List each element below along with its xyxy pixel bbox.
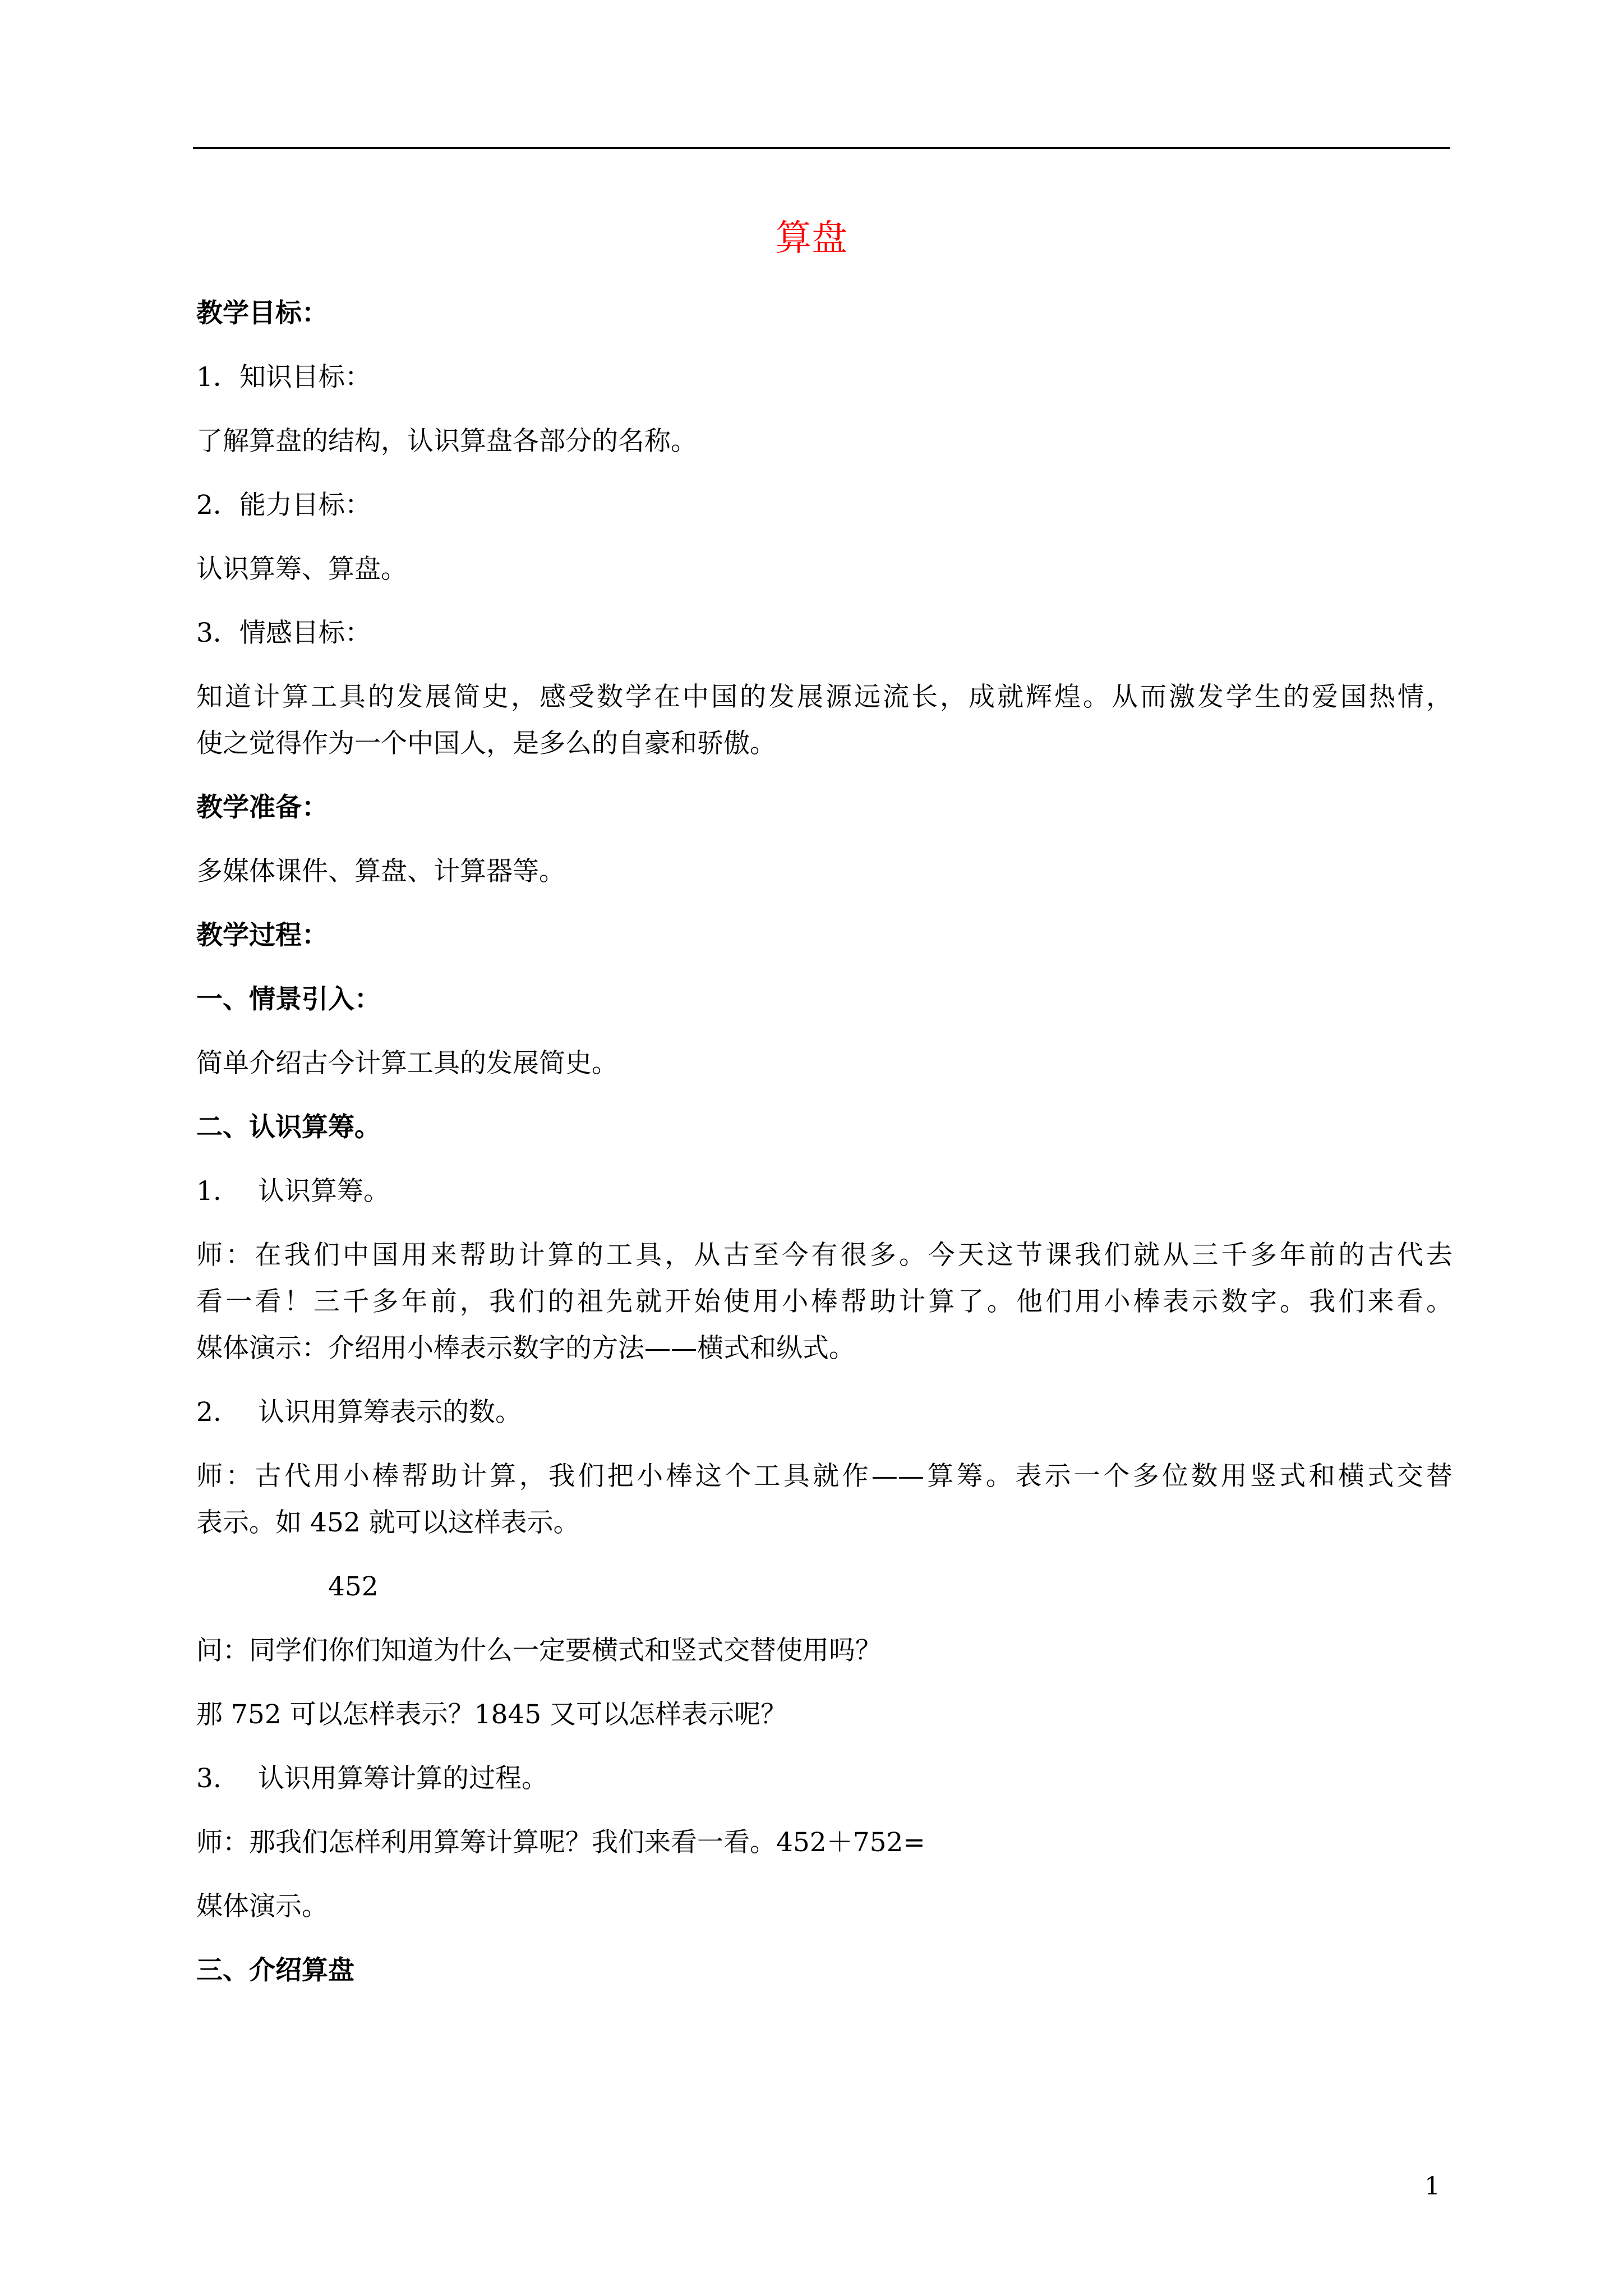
teacher-2-line-1: 师：古代用小棒帮助计算，我们把小棒这个工具就作——算筹。表示一个多位数用竖式和横式交替 xyxy=(196,1461,1453,1492)
preparation-text: 多媒体课件、算盘、计算器等。 xyxy=(196,856,565,887)
teacher-1-line-1: 师：在我们中国用来帮助计算的工具，从古至今有很多。今天这节课我们就从三千多年前的古代去 xyxy=(196,1240,1453,1271)
item-2-number: 2. xyxy=(196,1397,222,1428)
counting-rods-number: 452 xyxy=(328,1571,379,1602)
media-demo-2: 媒体演示。 xyxy=(196,1891,328,1922)
item-2-text: 认识用算筹表示的数。 xyxy=(258,1397,522,1428)
objective-3-label: 3．情感目标： xyxy=(196,618,371,648)
item-1-text: 认识算筹。 xyxy=(258,1176,390,1207)
question-2: 那 752 可以怎样表示？1845 又可以怎样表示呢？ xyxy=(196,1699,787,1730)
objective-3-text-line-1: 知道计算工具的发展简史，感受数学在中国的发展源远流长，成就辉煌。从而激发学生的爱国热情， xyxy=(196,682,1453,712)
page-number: 1 xyxy=(1424,2172,1440,2201)
objective-1-label: 1．知识目标： xyxy=(196,362,371,393)
part-1-heading: 一、情景引入： xyxy=(196,984,381,1015)
item-3 xyxy=(196,1760,1453,1797)
preparation-heading: 教学准备： xyxy=(196,792,328,823)
process-heading: 教学过程： xyxy=(196,920,328,951)
item-2 xyxy=(196,1393,1453,1431)
item-3-number: 3. xyxy=(196,1763,222,1794)
item-1 xyxy=(196,1172,1453,1210)
objective-2-text: 认识算筹、算盘。 xyxy=(196,554,407,585)
part-3-heading: 三、介绍算盘 xyxy=(196,1955,354,1986)
teacher-3: 师：那我们怎样利用算筹计算呢？我们来看一看。452＋752= xyxy=(196,1827,925,1858)
objective-2-label: 2．能力目标： xyxy=(196,490,371,521)
page-title: 算盘 xyxy=(776,218,847,259)
item-3-text: 认识用算筹计算的过程。 xyxy=(258,1763,548,1794)
question-1: 问：同学们你们知道为什么一定要横式和竖式交替使用吗？ xyxy=(196,1635,882,1666)
document-body xyxy=(196,295,1453,2016)
objective-1-text: 了解算盘的结构，认识算盘各部分的名称。 xyxy=(196,426,697,457)
media-demo-1: 媒体演示：介绍用小棒表示数字的方法——横式和纵式。 xyxy=(196,1333,855,1364)
header-rule xyxy=(193,147,1450,149)
teacher-2-line-2: 表示。如 452 就可以这样表示。 xyxy=(196,1507,580,1538)
teacher-1-line-2: 看一看！三千多年前，我们的祖先就开始使用小棒帮助计算了。他们用小棒表示数字。我们来看。 xyxy=(196,1286,1453,1317)
item-1-number: 1. xyxy=(196,1176,222,1207)
part-2-heading: 二、认识算筹。 xyxy=(196,1112,381,1143)
part-1-text: 简单介绍古今计算工具的发展简史。 xyxy=(196,1048,618,1079)
objectives-heading: 教学目标： xyxy=(196,298,328,329)
objective-3-text-line-2: 使之觉得作为一个中国人，是多么的自豪和骄傲。 xyxy=(196,728,776,759)
